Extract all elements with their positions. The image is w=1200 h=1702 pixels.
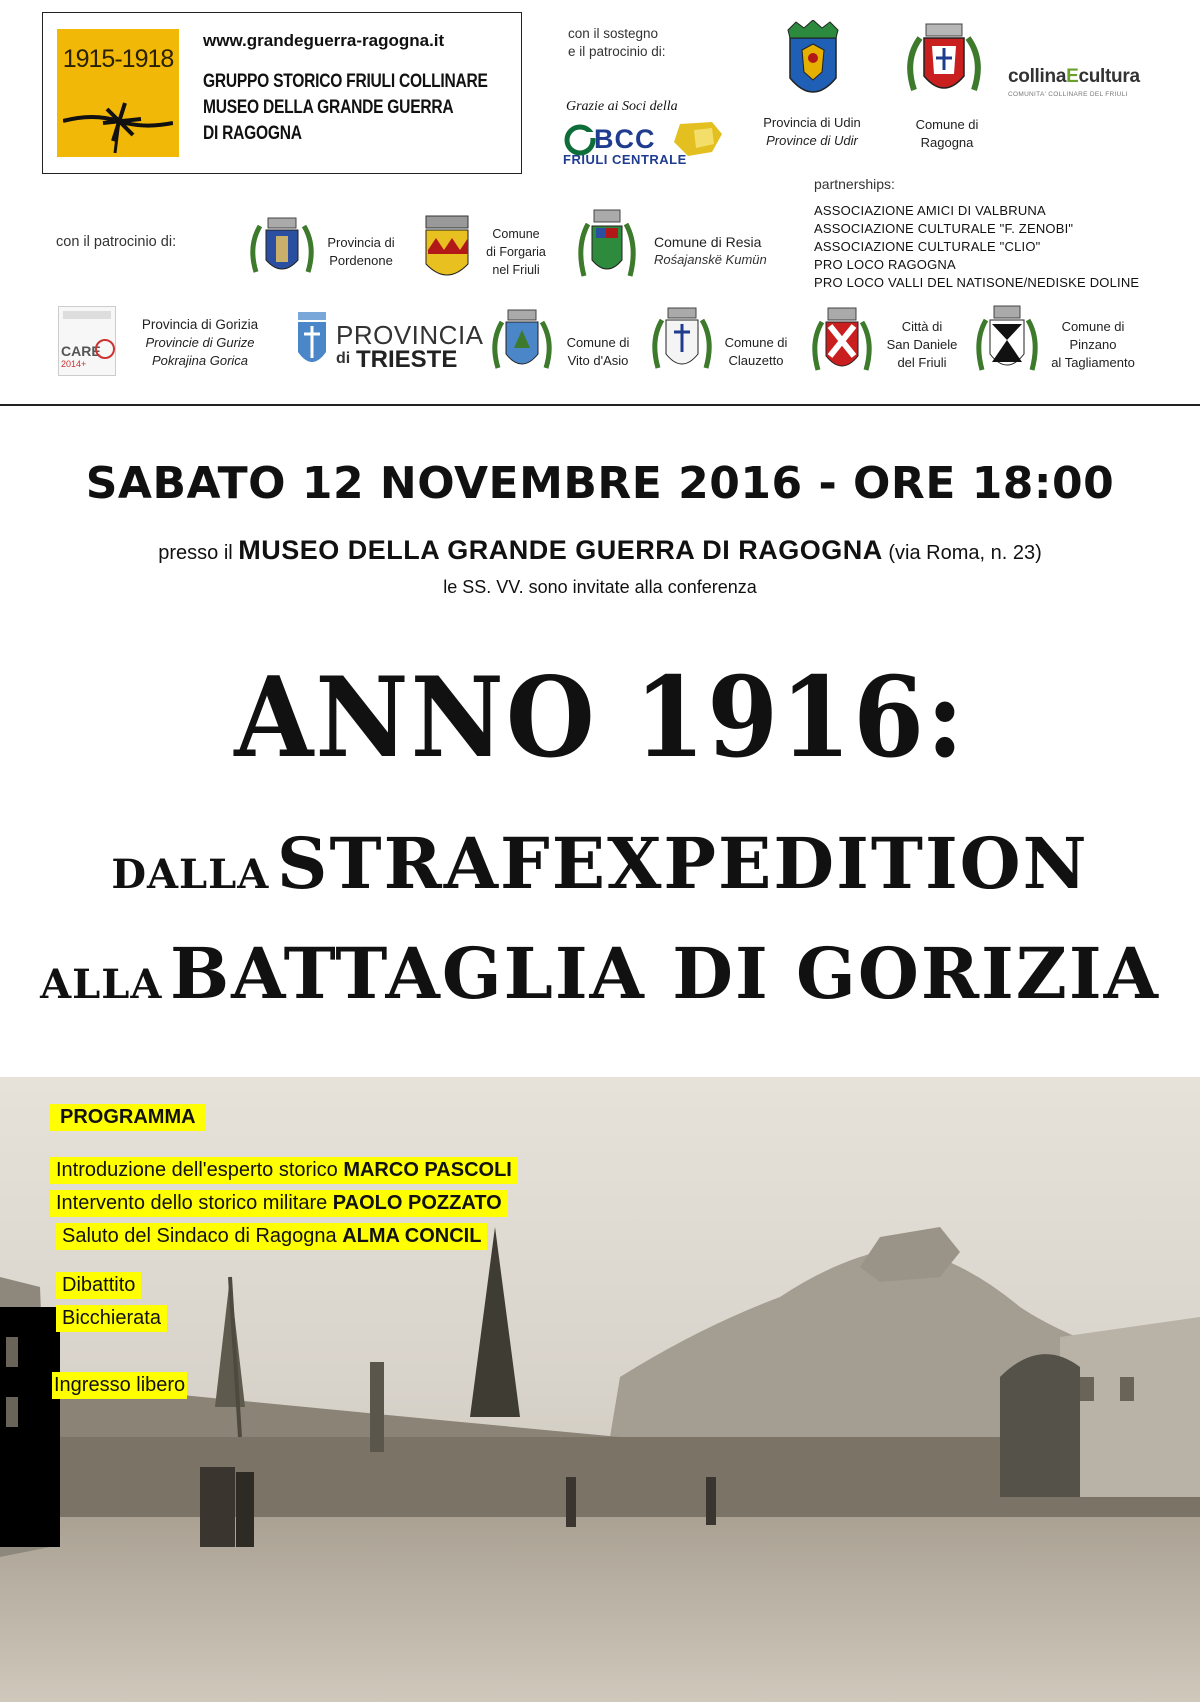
title-line-2 xyxy=(0,822,1200,905)
partner-4: PRO LOCO RAGOGNA xyxy=(814,257,956,272)
care-text: CARE xyxy=(61,343,101,359)
collina-word-2: E xyxy=(1066,66,1079,87)
collina-logo xyxy=(1008,66,1140,88)
trieste-word-1: PROVINCIA xyxy=(336,320,484,350)
program-item-2-name: PAOLO POZZATO xyxy=(332,1192,502,1214)
ragogna-crest-icon xyxy=(904,20,984,110)
resia-caption-1: Comune di Resia xyxy=(654,234,762,250)
program-item-1 xyxy=(50,1157,518,1184)
bcc-thanks: Grazie ai Soci della xyxy=(566,99,678,114)
logo-line-1: GRUPPO STORICO FRIULI COLLINARE xyxy=(203,71,488,92)
forgaria-caption-3: nel Friuli xyxy=(492,263,540,277)
museum-logo-box xyxy=(42,12,522,174)
program-item-1-text: Introduzione dell'esperto storico xyxy=(56,1159,344,1181)
logo-line-2: MUSEO DELLA GRANDE GUERRA xyxy=(203,97,454,118)
pinzano-caption-1: Comune di xyxy=(1061,319,1125,334)
program-item-2-text: Intervento dello storico militare xyxy=(56,1192,333,1214)
san-daniele-caption-1: Città di xyxy=(901,319,943,334)
san-daniele-caption-2: San Daniele xyxy=(886,337,958,352)
vito-caption-1: Comune di xyxy=(566,335,630,350)
san-daniele-caption-3: del Friuli xyxy=(897,355,947,370)
udine-caption-2: Province di Udir xyxy=(766,133,858,148)
pinzano-caption-2: Pinzano xyxy=(1069,337,1117,352)
gorizia-caption-3: Pokrajina Gorica xyxy=(151,353,249,368)
ragogna-caption-1: Comune di xyxy=(915,117,979,132)
care-year: 2014+ xyxy=(61,359,87,369)
program-item-3-text: Saluto del Sindaco di Ragogna xyxy=(62,1225,343,1247)
clauzetto-crest-icon xyxy=(652,306,712,382)
support-text-2: e il patrocinio di: xyxy=(568,44,666,59)
invite-text: le SS. VV. sono invitate alla conferenza xyxy=(443,577,757,597)
udine-crest-icon xyxy=(778,20,848,110)
partner-3: ASSOCIAZIONE CULTURALE "CLIO" xyxy=(814,239,1041,254)
title-line-1: ANNO 1916: xyxy=(234,653,966,783)
forgaria-crest-icon xyxy=(420,214,474,286)
forgaria-caption-1: Comune xyxy=(492,227,540,241)
gorizia-caption-2: Provincie di Gurize xyxy=(145,335,255,350)
partner-5: PRO LOCO VALLI DEL NATISONE/NEDISKE DOLINE xyxy=(814,275,1140,290)
gorizia-caption-1: Provincia di Gorizia xyxy=(141,317,259,332)
san-daniele-crest-icon xyxy=(812,306,872,384)
barbed-wire-icon xyxy=(63,83,173,155)
title-battaglia: BATTAGLIA DI GORIZIA xyxy=(170,932,1160,1015)
title-line-3 xyxy=(0,932,1200,1015)
care-logo xyxy=(58,306,116,376)
pinzano-crest-icon xyxy=(976,304,1038,384)
forgaria-caption-2: di Forgaria xyxy=(486,245,546,259)
pordenone-crest-icon xyxy=(250,216,314,284)
program-ingresso: Ingresso libero xyxy=(52,1372,187,1399)
website-url[interactable]: www.grandeguerra-ragogna.it xyxy=(203,31,445,50)
trieste-word-3: TRIESTE xyxy=(356,346,458,373)
care-logo-band xyxy=(63,311,111,319)
program-item-3-name: ALMA CONCIL xyxy=(342,1225,482,1247)
support-text-1: con il sostegno xyxy=(568,26,659,41)
partnerships-label: partnerships: xyxy=(814,176,895,192)
ragogna-caption-2: Ragogna xyxy=(920,135,974,150)
bcc-sub: FRIULI CENTRALE xyxy=(563,152,687,167)
title-dalla: DALLA xyxy=(111,851,270,898)
event-date-line: SABATO 12 NOVEMBRE 2016 - ORE 18:00 xyxy=(85,458,1115,509)
resia-caption-2: Rośajanskë Kumün xyxy=(654,252,767,267)
trieste-crest-icon xyxy=(294,308,330,374)
trieste-word-2: di xyxy=(336,350,351,367)
clauzetto-caption-2: Clauzetto xyxy=(728,353,784,368)
pordenone-caption-2: Pordenone xyxy=(329,253,393,268)
program-bicchierata: Bicchierata xyxy=(56,1305,167,1332)
resia-crest-icon xyxy=(578,206,636,290)
title-strafexpedition: STRAFEXPEDITION xyxy=(276,822,1089,905)
clauzetto-caption-1: Comune di xyxy=(724,335,788,350)
program-item-1-name: MARCO PASCOLI xyxy=(343,1159,512,1181)
event-location-line xyxy=(0,535,1200,566)
patrocinio-label: con il patrocinio di: xyxy=(56,234,177,250)
logo-yellow-block xyxy=(57,29,179,157)
program-item-2 xyxy=(50,1190,508,1217)
collina-word-1: collina xyxy=(1008,66,1067,87)
pordenone-caption-1: Provincia di xyxy=(327,235,395,250)
program-heading: PROGRAMMA xyxy=(50,1104,206,1131)
title-alla: ALLA xyxy=(40,961,163,1008)
address-text: (via Roma, n. 23) xyxy=(888,542,1042,564)
logo-line-3: DI RAGOGNA xyxy=(203,123,302,144)
museum-name: MUSEO DELLA GRANDE GUERRA DI RAGOGNA xyxy=(238,535,883,565)
vito-caption-2: Vito d'Asio xyxy=(567,353,629,368)
partner-2: ASSOCIAZIONE CULTURALE "F. ZENOBI" xyxy=(814,221,1074,236)
care-spiral-icon xyxy=(95,339,115,359)
program-dibattito: Dibattito xyxy=(56,1272,141,1299)
collina-word-3: cultura xyxy=(1078,66,1140,87)
bcc-name: BCC xyxy=(594,124,656,154)
vito-crest-icon xyxy=(492,308,552,382)
header-divider xyxy=(0,404,1200,406)
pinzano-caption-3: al Tagliamento xyxy=(1051,355,1135,370)
collina-sub: COMUNITA' COLLINARE DEL FRIULI xyxy=(1008,91,1128,98)
logo-years: 1915-1918 xyxy=(62,45,174,73)
program-item-3 xyxy=(56,1223,487,1250)
presso-text: presso il xyxy=(158,542,233,564)
udine-caption-1: Provincia di Udin xyxy=(763,115,861,130)
partner-1: ASSOCIAZIONE AMICI DI VALBRUNA xyxy=(814,203,1046,218)
